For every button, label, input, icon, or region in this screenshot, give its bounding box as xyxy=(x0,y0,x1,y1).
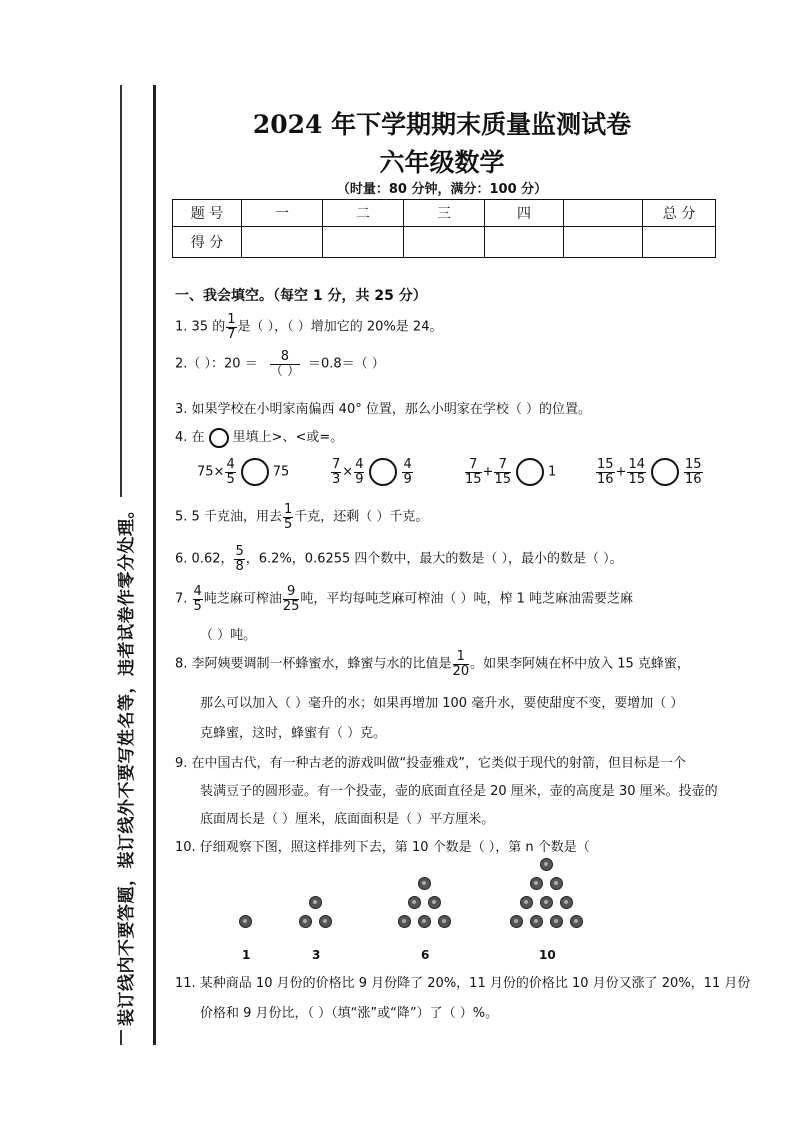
binding-note: 装订线内不要答题，装订线外不要写姓名等，违者试卷作零分处理。 xyxy=(112,497,137,1030)
question-7: 7. $\frac{4}{5}$ 吨芝麻可榨油 $\frac{9}{25}$ 吨，平均每吨芝麻可榨油（ ）吨，榨 1 吨芝麻油需要芝麻 xyxy=(175,584,634,614)
question-11-line-2: 价格和 9 月份比，（ ）（填“涨”或“降”）了（ ）%。 xyxy=(200,1006,499,1021)
question-8-line-2: 那么可以加入（ ）毫升的水；如果再增加 100 毫升水，要使甜度不变，要增加（ ） xyxy=(200,696,684,711)
score-table-header-row xyxy=(173,200,716,227)
binding-line xyxy=(153,85,156,1045)
question-5: 5. 5 千克油，用去 $\frac{1}{5}$ 千克，还剩（ ）千克。 xyxy=(175,502,429,532)
score-table-score-row xyxy=(173,227,716,258)
q1-text-b: 是（ ），（ ）增加它的 20%是 24。 xyxy=(237,319,443,335)
dot-figure-label: 10 xyxy=(539,948,556,962)
q4-expr-1: 75× $\frac{4}{5}$ 75 xyxy=(197,457,290,487)
fraction: $\frac{1}{7}$ xyxy=(227,312,236,342)
score-col-1: 一 xyxy=(242,200,323,227)
compare-circle[interactable] xyxy=(651,458,679,486)
compare-circle[interactable] xyxy=(516,458,544,486)
dot-figure-label: 1 xyxy=(242,948,251,962)
compare-circle[interactable] xyxy=(369,458,397,486)
q1-text-a: 1. 35 的 xyxy=(175,319,226,335)
score-col-4: 四 xyxy=(485,200,564,227)
score-row-label: 得 分 xyxy=(173,227,242,258)
score-cell[interactable] xyxy=(323,227,404,258)
question-8-line-3: 克蜂蜜，这时，蜂蜜有（ ）克。 xyxy=(200,726,387,741)
exam-title: 2024 年下学期期末质量监测试卷 xyxy=(252,110,632,139)
question-8: 8. 李阿姨要调制一杯蜂蜜水，蜂蜜与水的比值是 $\frac{1}{20}$ 。如果李阿姨在杯中放入 15 克蜂蜜， xyxy=(175,649,690,679)
score-table xyxy=(172,199,716,258)
question-11: 11. 某种商品 10 月份的价格比 9 月份降了 20%，11 月份的价格比 10 月份又涨了 20%，11 月份 xyxy=(175,976,751,991)
compare-circle[interactable] xyxy=(241,458,269,486)
score-cell[interactable] xyxy=(485,227,564,258)
exam-info: （时量：80 分钟，满分：100 分） xyxy=(336,182,548,197)
dot-figure-label: 3 xyxy=(312,948,321,962)
q2-text-a: 2.（ ）：20 ＝ xyxy=(175,356,258,372)
q4-expr-4: $\frac{15}{16}$ + $\frac{14}{15}$ $\frac{15}{16}$ xyxy=(597,457,702,487)
question-6: 6. 0.62， $\frac{5}{8}$ ，6.2%，0.6255 四个数中，最大的数是（ ），最小的数是（ ）。 xyxy=(175,544,623,574)
score-col-5 xyxy=(564,200,643,227)
exam-subject: 六年级数学 xyxy=(379,148,505,177)
question-7-cont: （ ）吨。 xyxy=(200,628,257,643)
question-9-line-3: 底面周长是（ ）厘米，底面面积是（ ）平方厘米。 xyxy=(200,812,495,827)
q4-expr-3: $\frac{7}{15}$ + $\frac{7}{15}$ 1 xyxy=(465,457,557,487)
circle-icon xyxy=(209,428,229,448)
q2-text-b: ＝0.8＝（ ） xyxy=(308,356,385,372)
score-cell-total[interactable] xyxy=(643,227,716,258)
score-col-2: 二 xyxy=(323,200,404,227)
score-table-label: 题 号 xyxy=(173,200,242,227)
question-9: 9. 在中国古代，有一种古老的游戏叫做“投壶雅戏”，它类似于现代的射箭，但目标是一个 xyxy=(175,756,687,771)
question-9-line-2: 装满豆子的圆形壶。有一个投壶，壶的底面直径是 20 厘米，壶的高度是 30 厘米。投壶的 xyxy=(200,784,718,799)
score-col-total: 总 分 xyxy=(643,200,716,227)
question-1 xyxy=(175,313,442,341)
q4-expr-2: $\frac{7}{3}$ × $\frac{4}{9}$ $\frac{4}{9}$ xyxy=(332,457,412,487)
fraction: $\frac{8}{( )}$ xyxy=(269,349,300,379)
score-cell[interactable] xyxy=(564,227,643,258)
question-2 xyxy=(175,350,385,378)
section-heading: 一、我会填空。（每空 1 分，共 25 分） xyxy=(175,288,427,304)
question-4 xyxy=(175,426,343,448)
q4-text-b: 里填上>、<或=。 xyxy=(232,430,344,445)
question-3: 3. 如果学校在小明家南偏西 40° 位置，那么小明家在学校（ ）的位置。 xyxy=(175,402,591,417)
q4-text-a: 4. 在 xyxy=(175,430,205,445)
score-cell[interactable] xyxy=(404,227,485,258)
score-cell[interactable] xyxy=(242,227,323,258)
question-10: 10. 仔细观察下图，照这样排列下去，第 10 个数是（ ），第 n 个数是（ xyxy=(175,840,590,855)
dot-figure-label: 6 xyxy=(421,948,430,962)
score-col-3: 三 xyxy=(404,200,485,227)
